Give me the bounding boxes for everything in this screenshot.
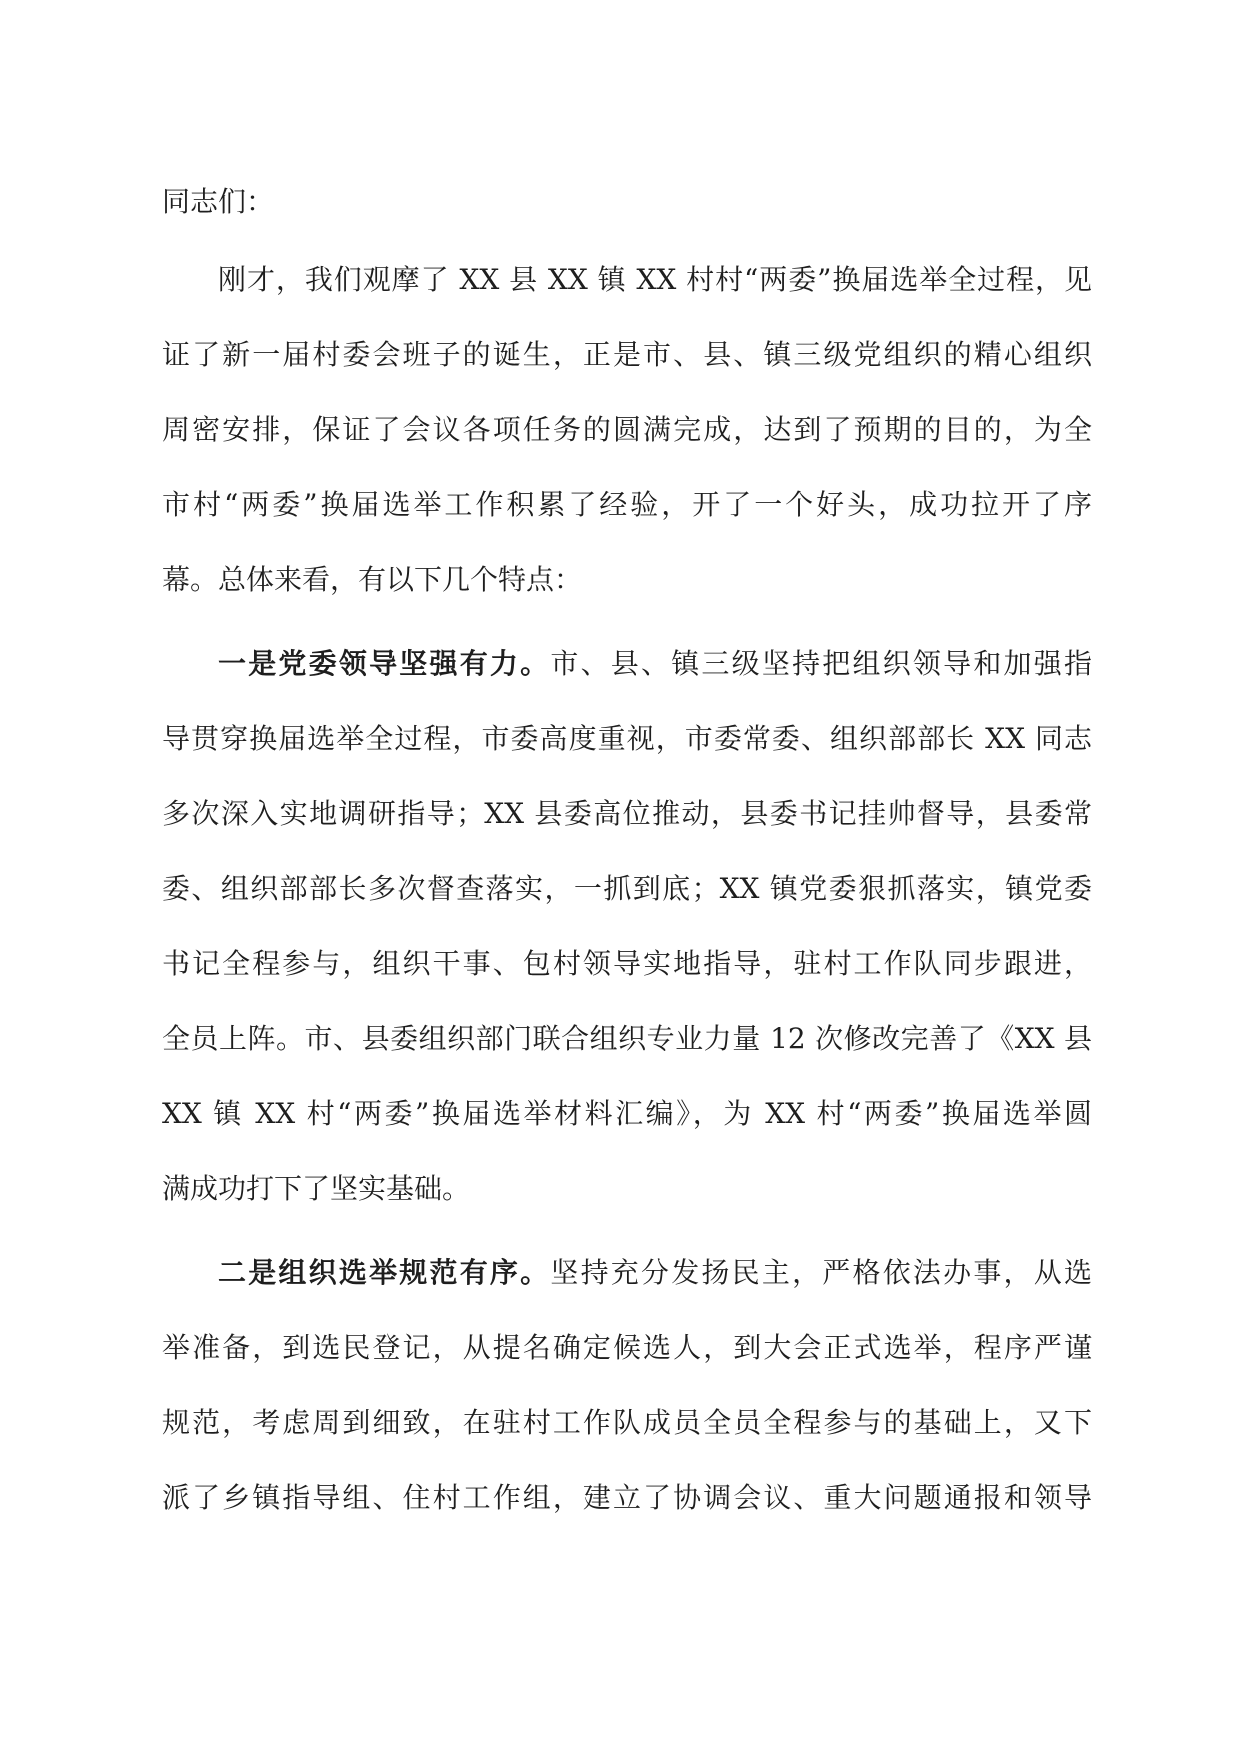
paragraph-point-two xyxy=(162,1235,1092,1535)
paragraph-line xyxy=(162,626,1092,701)
paragraph-line: 多次深入实地调研指导；XX 县委高位推动，县委书记挂帅督导，县委常 xyxy=(162,797,1092,830)
paragraph-line xyxy=(162,1235,1092,1310)
paragraph-point-one xyxy=(162,626,1092,1226)
paragraph-line: 导贯穿换届选举全过程，市委高度重视，市委常委、组织部部长 XX 同志 xyxy=(162,722,1092,755)
paragraph-intro xyxy=(162,242,1092,617)
paragraph-line-text: 坚持充分发扬民主，严格依法办事，从选 xyxy=(550,1256,1092,1289)
paragraph-line: XX 镇 XX 村“两委”换届选举材料汇编》，为 XX 村“两委”换届选举圆 xyxy=(162,1097,1092,1130)
paragraph-line: 书记全程参与，组织干事、包村领导实地指导，驻村工作队同步跟进， xyxy=(162,947,1092,980)
salutation-paragraph xyxy=(162,164,1092,239)
paragraph-lead: 二是组织选举规范有序。 xyxy=(218,1256,551,1289)
paragraph-line: 证了新一届村委会班子的诞生，正是市、县、镇三级党组织的精心组织 xyxy=(162,338,1092,371)
paragraph-line: 刚才，我们观摩了 XX 县 XX 镇 XX 村村“两委”换届选举全过程，见 xyxy=(218,263,1092,296)
document-body xyxy=(162,164,1092,1544)
paragraph-line: 委、组织部部长多次督查落实，一抓到底；XX 镇党委狠抓落实，镇党委 xyxy=(162,872,1092,905)
paragraph-line: 幕。总体来看，有以下几个特点： xyxy=(162,563,583,596)
paragraph-line-text: 市、县、镇三级坚持把组织领导和加强指 xyxy=(550,647,1092,680)
salutation: 同志们： xyxy=(162,185,275,218)
paragraph-line: 市村“两委”换届选举工作积累了经验，开了一个好头，成功拉开了序 xyxy=(162,488,1092,521)
paragraph-line: 全员上阵。市、县委组织部门联合组织专业力量 12 次修改完善了《XX 县 xyxy=(162,1022,1092,1055)
paragraph-line: 派了乡镇指导组、住村工作组，建立了协调会议、重大问题通报和领导 xyxy=(162,1481,1092,1514)
paragraph-line: 满成功打下了坚实基础。 xyxy=(162,1172,471,1205)
paragraph-line: 周密安排，保证了会议各项任务的圆满完成，达到了预期的目的，为全 xyxy=(162,413,1092,446)
paragraph-line: 规范，考虑周到细致，在驻村工作队成员全员全程参与的基础上，又下 xyxy=(162,1406,1092,1439)
paragraph-line: 举准备，到选民登记，从提名确定候选人，到大会正式选举，程序严谨 xyxy=(162,1331,1092,1364)
paragraph-lead: 一是党委领导坚强有力。 xyxy=(218,647,551,680)
